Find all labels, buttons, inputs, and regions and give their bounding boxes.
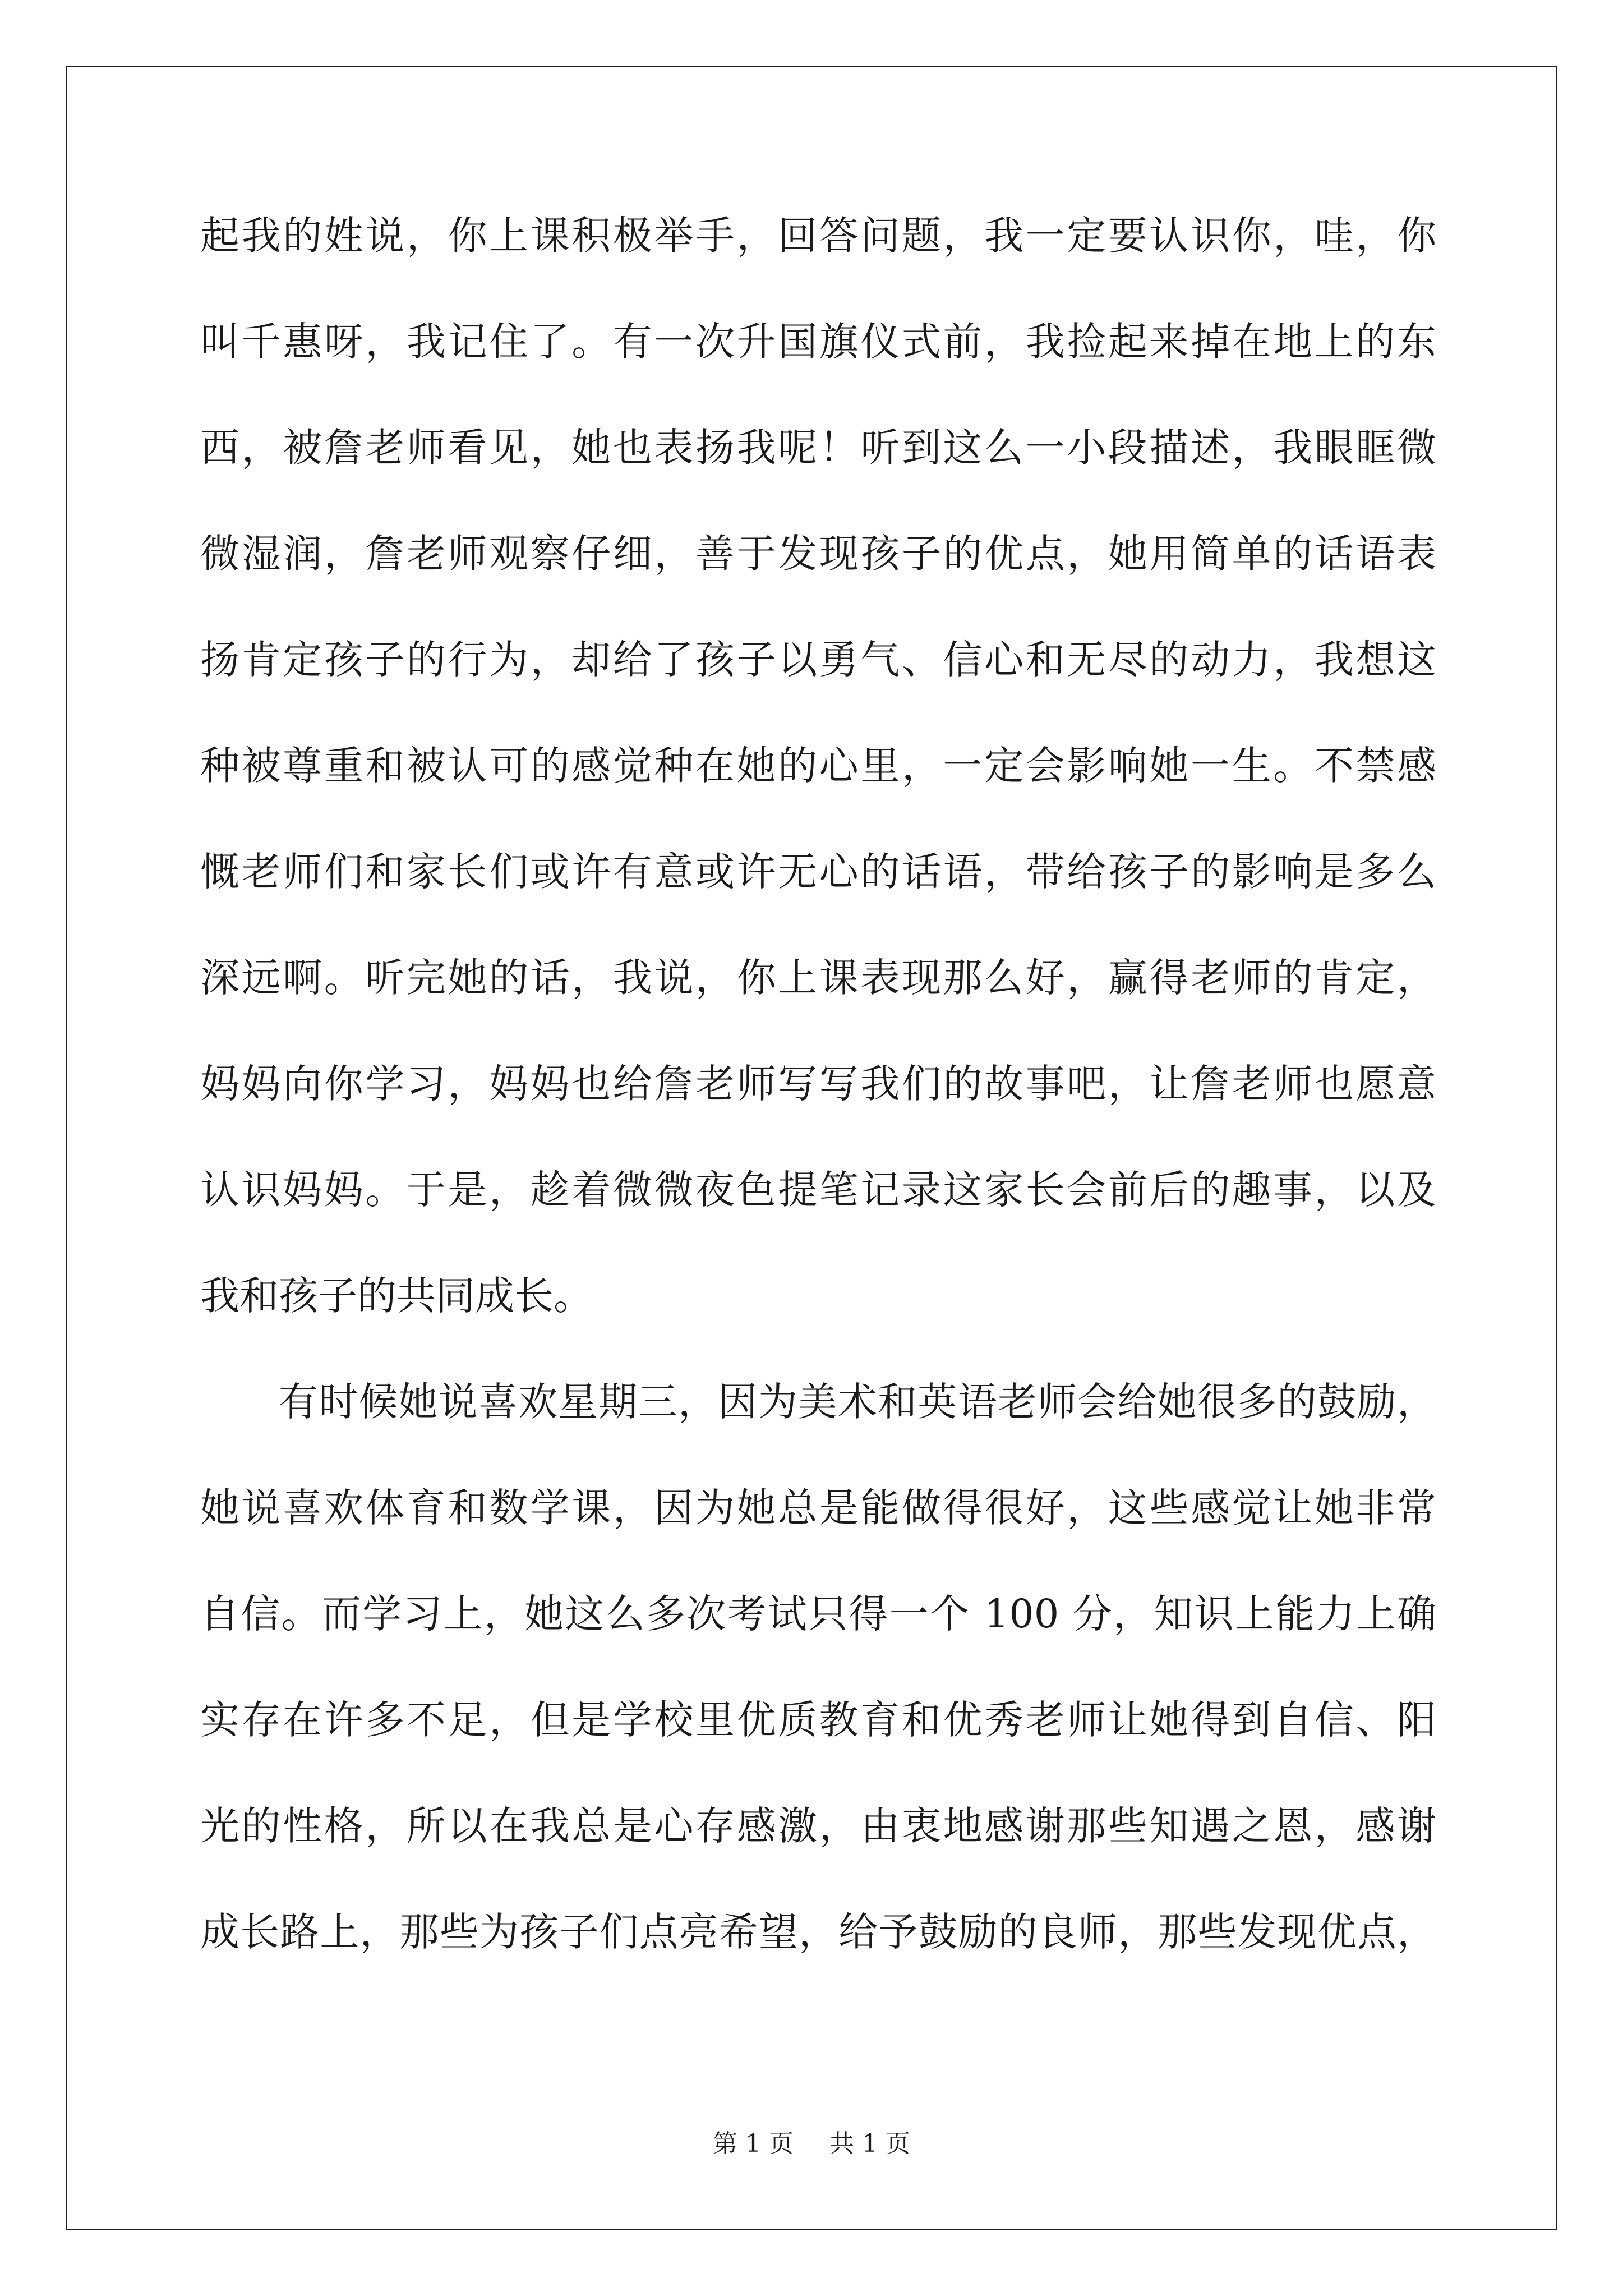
page-number: 第 1 页 [713,2129,794,2158]
page-footer [0,2127,1623,2161]
text-line: 扬肯定孩子的行为，却给了孩子以勇气、信心和无尽的动力，我想这 [200,637,1436,683]
text-line: 光的性格，所以在我总是心存感激，由衷地感谢那些知遇之恩，感谢 [200,1803,1436,1849]
text-line: 实存在许多不足，但是学校里优质教育和优秀老师让她得到自信、阳 [200,1697,1436,1743]
text-line: 她说喜欢体育和数学课，因为她总是能做得很好，这些感觉让她非常 [200,1485,1436,1531]
text-line: 认识妈妈。于是，趁着微微夜色提笔记录这家长会前后的趣事，以及 [200,1167,1436,1213]
text-line: 妈妈向你学习，妈妈也给詹老师写写我们的故事吧，让詹老师也愿意 [200,1061,1436,1107]
paragraph-first-line: 有时候她说喜欢星期三，因为美术和英语老师会给她很多的鼓励， [279,1379,1436,1425]
text-line: 起我的姓说，你上课积极举手，回答问题，我一定要认识你，哇，你 [200,213,1436,259]
page-total: 共 1 页 [829,2129,910,2158]
text-line: 我和孩子的共同成长。 [200,1273,593,1319]
text-line: 自信。而学习上，她这么多次考试只得一个 100 分，知识上能力上确 [200,1591,1436,1637]
text-line: 深远啊。听完她的话，我说，你上课表现那么好，赢得老师的肯定， [200,955,1436,1001]
text-line: 成长路上，那些为孩子们点亮希望，给予鼓励的良师，那些发现优点， [200,1909,1436,1955]
text-line: 微湿润，詹老师观察仔细，善于发现孩子的优点，她用简单的话语表 [200,531,1436,577]
text-line: 叫千惠呀，我记住了。有一次升国旗仪式前，我捡起来掉在地上的东 [200,319,1436,365]
text-line: 种被尊重和被认可的感觉种在她的心里，一定会影响她一生。不禁感 [200,743,1436,789]
text-line: 慨老师们和家长们或许有意或许无心的话语，带给孩子的影响是多么 [200,849,1436,895]
text-line: 西，被詹老师看见，她也表扬我呢！听到这么一小段描述，我眼眶微 [200,425,1436,471]
